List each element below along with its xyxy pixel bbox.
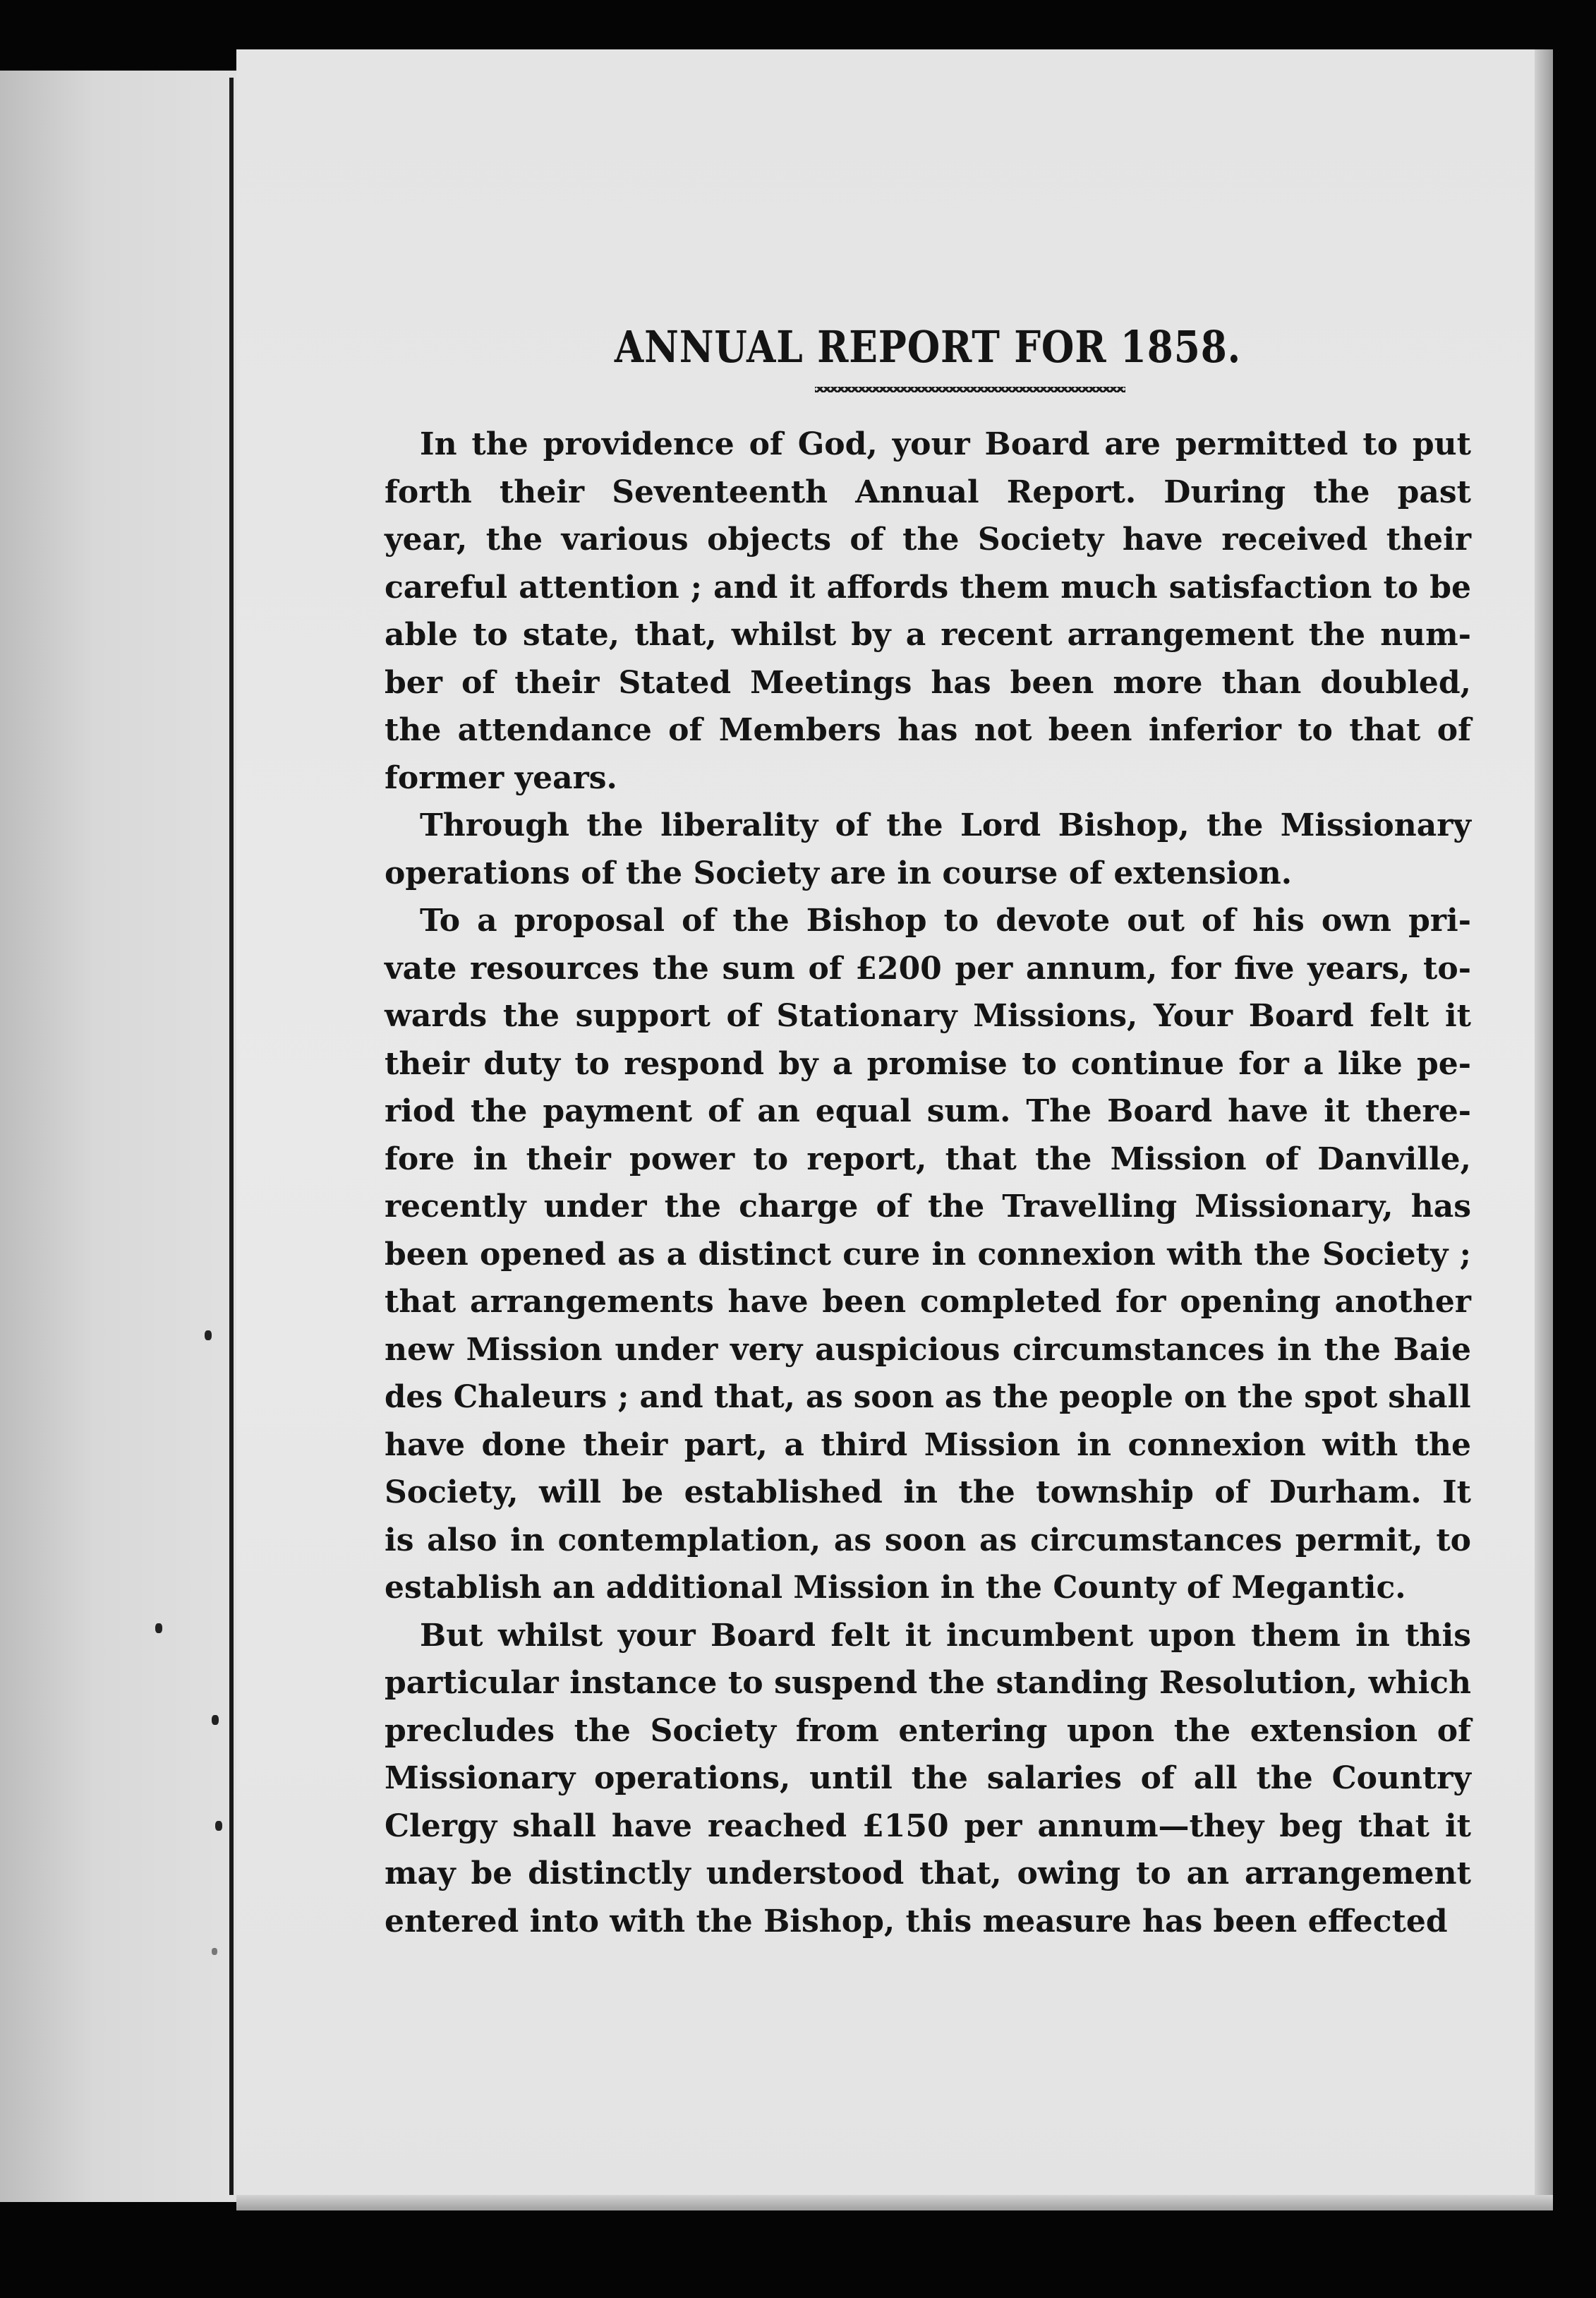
report-text [385,421,1471,1945]
paragraph [385,1612,1471,1946]
text-line: riod the payment of an equal sum. The Board have it there- [385,1093,1471,1129]
text-line: Through the liberality of the Lord Bishop, the Missionary [420,807,1471,843]
text-line: But whilst your Board felt it incumbent upon them in this [420,1617,1471,1654]
paragraph [385,897,1471,1612]
text-line: year, the various objects of the Society have received their [385,522,1471,558]
text-line: new Mission under very auspicious circumstances in the Baie [385,1331,1471,1368]
text-line: In the providence of God, your Board are permitted to put [420,426,1471,462]
page-edge-shadow [1535,49,1553,2209]
text-line: particular instance to suspend the standing Resolution, which [385,1665,1471,1701]
text-line: recently under the charge of the Travelling Missionary, has [385,1189,1471,1225]
margin-speck [205,1330,212,1340]
text-line: des Chaleurs ; and that, as soon as the people on the spot shall [385,1379,1471,1415]
margin-speck [155,1623,162,1633]
text-line: former years. [385,759,617,796]
text-line: careful attention ; and it affords them much satisfaction to be [385,569,1471,606]
margin-speck [215,1821,222,1831]
page-title: ANNUAL REPORT FOR 1858. [614,321,1242,373]
text-line: vate resources the sum of £200 per annum, for five years, to- [385,950,1471,987]
text-line: Clergy shall have reached £150 per annum—they beg that it [385,1807,1471,1844]
text-line: wards the support of Stationary Missions, Your Board felt it [385,998,1471,1034]
page-bottom-edge [236,2195,1553,2210]
text-line: been opened as a distinct cure in connexion with the Society ; [385,1236,1471,1273]
text-line: precludes the Society from entering upon the extension of [385,1712,1471,1749]
left-page-edge [0,71,236,2202]
text-line: the attendance of Members has not been inferior to that of [385,712,1471,748]
text-line: that arrangements have been completed for opening another [385,1284,1471,1320]
text-line: ber of their Stated Meetings has been more than doubled, [385,664,1471,701]
text-line: establish an additional Mission in the County of Megantic. [385,1570,1406,1606]
text-line: Missionary operations, until the salaries of all the Country [385,1760,1471,1796]
text-line: To a proposal of the Bishop to devote out of his own pri- [420,903,1471,939]
text-line: their duty to respond by a promise to continue for a like pe- [385,1045,1471,1082]
text-line: entered into with the Bishop, this measure has been effected [385,1903,1448,1939]
text-line: able to state, that, whilst by a recent arrangement the num- [385,617,1471,653]
margin-speck [212,1948,217,1955]
text-line: fore in their power to report, that the Mission of Danville, [385,1141,1471,1177]
text-line: have done their part, a third Mission in connexion with the [385,1426,1471,1463]
text-line: operations of the Society are in course of extension. [385,855,1293,891]
page-body [385,321,1471,1945]
book-gutter [229,78,234,2195]
paragraph [385,802,1471,897]
text-line: is also in contemplation, as soon as circumstances permit, to [385,1522,1471,1558]
margin-speck [212,1715,219,1725]
text-line: may be distinctly understood that, owing to an arrangement [385,1855,1471,1891]
decorative-rule [815,387,1125,392]
paragraph [385,421,1471,802]
text-line: Society, will be established in the township of Durham. It [385,1474,1471,1510]
text-line: forth their Seventeenth Annual Report. During the past [385,474,1471,510]
